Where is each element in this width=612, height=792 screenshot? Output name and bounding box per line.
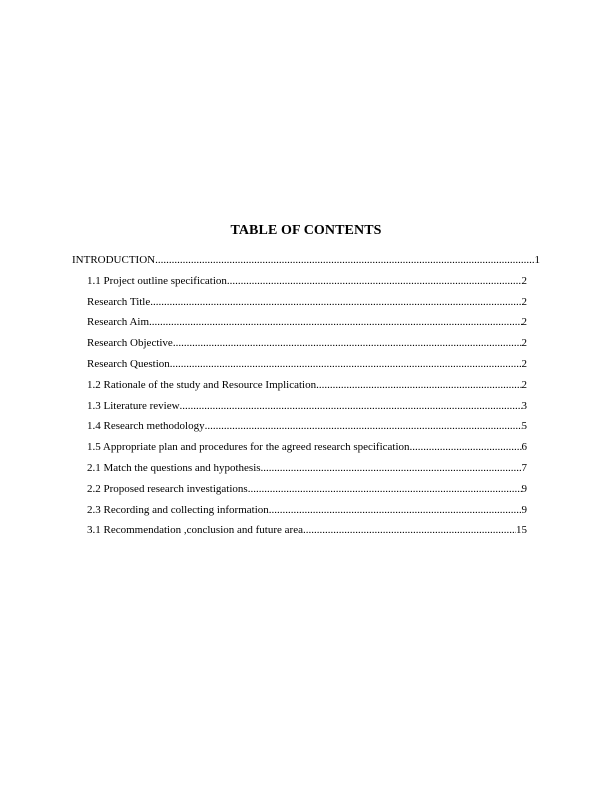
toc-dot-leader: [205, 416, 522, 437]
toc-entry-label: 2.3 Recording and collecting information: [87, 503, 269, 516]
toc-entry-label: INTRODUCTION: [72, 254, 156, 266]
toc-dot-leader: [261, 458, 522, 479]
toc-page-number: 2: [521, 274, 527, 287]
toc-page-number: 1: [534, 254, 540, 266]
toc-page-number: 5: [521, 420, 527, 433]
toc-entry-research-question[interactable]: [0, 354, 612, 375]
toc-page-number: 9: [521, 503, 527, 516]
toc-page-number: 9: [521, 482, 527, 495]
toc-dot-leader: [303, 520, 516, 541]
toc-page-number: 2: [521, 316, 527, 329]
toc-dot-leader: [155, 250, 534, 271]
toc-entry-label: Research Title: [87, 295, 151, 308]
toc-entry-label: Research Aim: [87, 316, 150, 329]
toc-entry-label: 1.4 Research methodology: [87, 420, 205, 433]
toc-entry-literature-review[interactable]: [0, 396, 612, 417]
toc-entry-label: 3.1 Recommendation ,conclusion and future area: [87, 524, 303, 537]
toc-entry-match-questions[interactable]: [0, 458, 612, 479]
toc-dot-leader: [173, 333, 522, 354]
toc-entry-research-methodology[interactable]: [0, 416, 612, 437]
toc-entry-project-outline[interactable]: [0, 271, 612, 292]
toc-entry-recording-collecting[interactable]: [0, 500, 612, 521]
toc-entry-recommendation[interactable]: [0, 520, 612, 541]
toc-page-number: 3: [521, 399, 527, 412]
toc-dot-leader: [227, 271, 522, 292]
toc-entry-label: 1.3 Literature review: [87, 399, 180, 412]
toc-page-number: 2: [521, 378, 527, 391]
toc-page-number: 15: [516, 524, 527, 537]
toc-dot-leader: [410, 437, 522, 458]
toc-entry-label: Research Question: [87, 357, 170, 370]
toc-entry-research-objective[interactable]: [0, 333, 612, 354]
toc-page-number: 6: [521, 441, 527, 454]
toc-entry-appropriate-plan[interactable]: [0, 437, 612, 458]
toc-dot-leader: [316, 375, 521, 396]
toc-dot-leader: [180, 396, 522, 417]
toc-entry-label: 2.1 Match the questions and hypothesis: [87, 461, 261, 474]
toc-entry-proposed-investigations[interactable]: [0, 479, 612, 500]
toc-entry-label: Research Objective: [87, 337, 173, 350]
toc-page-number: 7: [521, 461, 527, 474]
toc-page-number: 2: [521, 337, 527, 350]
toc-dot-leader: [149, 312, 521, 333]
toc-entry-label: 1.1 Project outline specification: [87, 274, 227, 287]
toc-dot-leader: [269, 500, 522, 521]
toc-page-number: 2: [521, 357, 527, 370]
toc-entry-label: 1.2 Rationale of the study and Resource Implication: [87, 378, 317, 391]
toc-entry-introduction[interactable]: [0, 250, 612, 271]
toc-entry-research-title[interactable]: [0, 292, 612, 313]
toc-list: [0, 250, 612, 541]
toc-entry-label: 1.5 Appropriate plan and procedures for the agreed research specification: [87, 441, 410, 454]
toc-page-number: 2: [521, 295, 527, 308]
toc-entry-label: 2.2 Proposed research investigations: [87, 482, 248, 495]
toc-dot-leader: [150, 292, 521, 313]
toc-entry-rationale[interactable]: [0, 375, 612, 396]
toc-title: TABLE OF CONTENTS: [230, 223, 382, 238]
toc-dot-leader: [170, 354, 522, 375]
toc-dot-leader: [248, 479, 522, 500]
toc-entry-research-aim[interactable]: [0, 312, 612, 333]
